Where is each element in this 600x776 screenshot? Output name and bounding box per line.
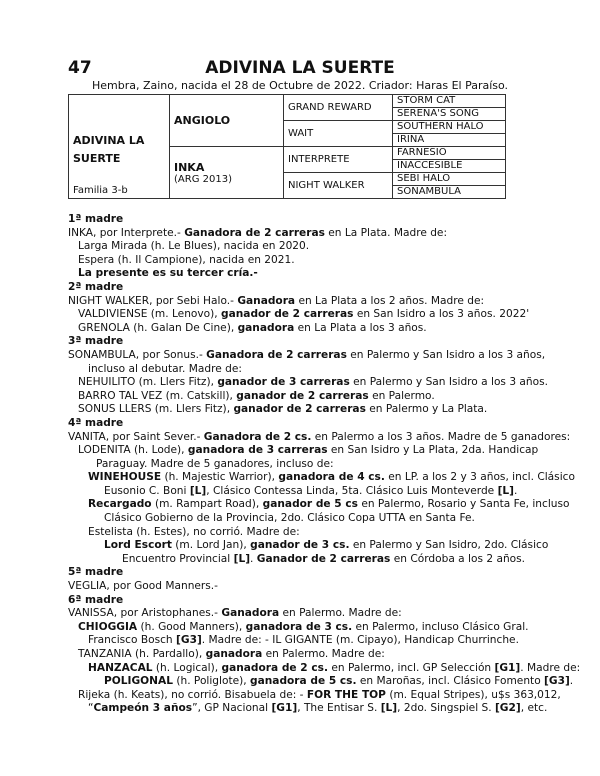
text-line: GRENOLA (h. Galan De Cine), ganadora en La Plata a los 3 años.: [78, 321, 427, 334]
text-line: LODENITA (h. Lode), ganadora de 3 carreras en San Isidro y La Plata, 2da. Handicap: [78, 444, 539, 457]
text-line: Estelista (h. Estes), no corrió. Madre de:: [88, 525, 300, 538]
section-heading-5: 5ª madre: [68, 566, 124, 579]
pedigree-gs4: NIGHT WALKER: [284, 173, 393, 199]
text-line: Francisco Bosch [G3]. Madre de: - IL GIGANTE (m. Cipayo), Handicap Churrinche.: [88, 634, 519, 647]
text-line: Encuentro Provincial [L]. Ganador de 2 carreras en Córdoba a los 2 años.: [122, 552, 526, 565]
text-line: NIGHT WALKER, por Sebi Halo.- Ganadora en La Plata a los 2 años. Madre de:: [68, 294, 485, 307]
familia-label: Familia 3-b: [73, 185, 128, 196]
text-line: NEHUILITO (m. Llers Fitz), ganador de 3 carreras en Palermo y San Isidro a los 3 años.: [78, 376, 549, 389]
pedigree-ggs-7: SEBI HALO: [393, 173, 506, 186]
section-heading-3: 3ª madre: [68, 335, 124, 348]
text-line: VEGLIA, por Good Manners.-: [68, 580, 218, 593]
pedigree-ggs-8: SONAMBULA: [393, 186, 506, 199]
text-line: SONUS LLERS (m. Llers Fitz), ganador de 2 carreras en Palermo y La Plata.: [78, 403, 488, 416]
pedigree-gs3: INTERPRETE: [284, 147, 393, 173]
pedigree-horse-name-1: ADIVINA LA: [73, 134, 145, 147]
pedigree-dam-note: (ARG 2013): [174, 173, 232, 185]
pedigree-ggs-6: INACCESIBLE: [393, 160, 506, 173]
text-line: TANZANIA (h. Pardallo), ganadora en Palermo. Madre de:: [78, 648, 385, 660]
pedigree-gs1: GRAND REWARD: [284, 95, 393, 121]
text-line: Espera (h. Il Campione), nacida en 2021.: [78, 253, 295, 266]
text-line: Rijeka (h. Keats), no corrió. Bisabuela de: - FOR THE TOP (m. Equal Stripes), u$s 363,012,: [78, 688, 561, 701]
pedigree-ggs-1: STORM CAT: [393, 95, 506, 108]
pedigree-dam-cell: [170, 147, 284, 199]
text-line: La presente es su tercer cría.-: [78, 267, 258, 280]
pedigree-ggs-2: SERENA'S SONG: [393, 108, 506, 121]
pedigree-ggs-4: IRINA: [393, 134, 506, 147]
section-heading-4: 4ª madre: [68, 416, 124, 429]
text-line: INKA, por Interprete.- Ganadora de 2 carreras en La Plata. Madre de:: [68, 226, 448, 239]
section-heading-6: 6ª madre: [68, 593, 124, 606]
horse-name: ADIVINA LA SUERTE: [205, 58, 395, 78]
text-line: incluso al debutar. Madre de:: [88, 362, 242, 375]
pedigree-dam: INKA: [174, 160, 205, 174]
text-line: VANISSA, por Aristophanes.- Ganadora en Palermo. Madre de:: [68, 607, 402, 620]
pedigree-table: [68, 94, 506, 199]
text-line: Recargado (m. Rampart Road), ganador de 5 cs en Palermo, Rosario y Santa Fe, incluso: [88, 498, 570, 511]
text-line: WINEHOUSE (h. Majestic Warrior), ganadora de 4 cs. en LP. a los 2 y 3 años, incl. Clásico: [88, 471, 575, 484]
text-line: SONAMBULA, por Sonus.- Ganadora de 2 carreras en Palermo y San Isidro a los 3 años,: [68, 348, 546, 361]
text-line: “Campeón 3 años”, GP Nacional [G1], The Entisar S. [L], 2do. Singspiel S. [G2], etc.: [88, 702, 548, 715]
text-line: Eusonio C. Boni [L], Clásico Contessa Linda, 5ta. Clásico Luis Monteverde [L].: [104, 484, 518, 497]
pedigree-horse-name-2: SUERTE: [73, 152, 121, 165]
lot-number: 47: [68, 58, 92, 78]
text-line: HANZACAL (h. Logical), ganadora de 2 cs. en Palermo, incl. GP Selección [G1]. Madre de:: [88, 661, 581, 674]
section-heading-2: 2ª madre: [68, 280, 124, 293]
dam-line-text: [68, 213, 581, 716]
text-line: CHIOGGIA (h. Good Manners), ganadora de 3 cs. en Palermo, incluso Clásico Gral.: [78, 620, 529, 633]
pedigree-gs2: WAIT: [284, 121, 393, 147]
text-line: VANITA, por Saint Sever.- Ganadora de 2 cs. en Palermo a los 3 años. Madre de 5 ganadores:: [68, 430, 571, 443]
pedigree-ggs-3: SOUTHERN HALO: [393, 121, 506, 134]
text-line: Paraguay. Madre de 5 ganadores, incluso de:: [96, 457, 334, 470]
text-line: Lord Escort (m. Lord Jan), ganador de 3 cs. en Palermo y San Isidro, 2do. Clásico: [104, 539, 549, 552]
pedigree-horse-cell: [69, 95, 170, 199]
text-line: Clásico Gobierno de la Provincia, 2do. Clásico Copa UTTA en Santa Fe.: [104, 512, 475, 525]
pedigree-ggs-5: FARNESIO: [393, 147, 506, 160]
text-line: BARRO TAL VEZ (m. Catskill), ganador de 2 carreras en Palermo.: [78, 389, 435, 402]
section-heading-1: 1ª madre: [68, 213, 124, 225]
horse-subtitle: Hembra, Zaino, nacida el 28 de Octubre de 2022. Criador: Haras El Paraíso.: [91, 79, 509, 92]
pedigree-sire: ANGIOLO: [170, 95, 284, 147]
text-line: Larga Mirada (h. Le Blues), nacida en 2020.: [78, 240, 310, 253]
text-line: VALDIVIENSE (m. Lenovo), ganador de 2 carreras en San Isidro a los 3 años. 2022': [78, 308, 530, 321]
text-line: POLIGONAL (h. Poliglote), ganadora de 5 cs. en Maroñas, incl. Clásico Fomento [G3].: [104, 675, 574, 688]
